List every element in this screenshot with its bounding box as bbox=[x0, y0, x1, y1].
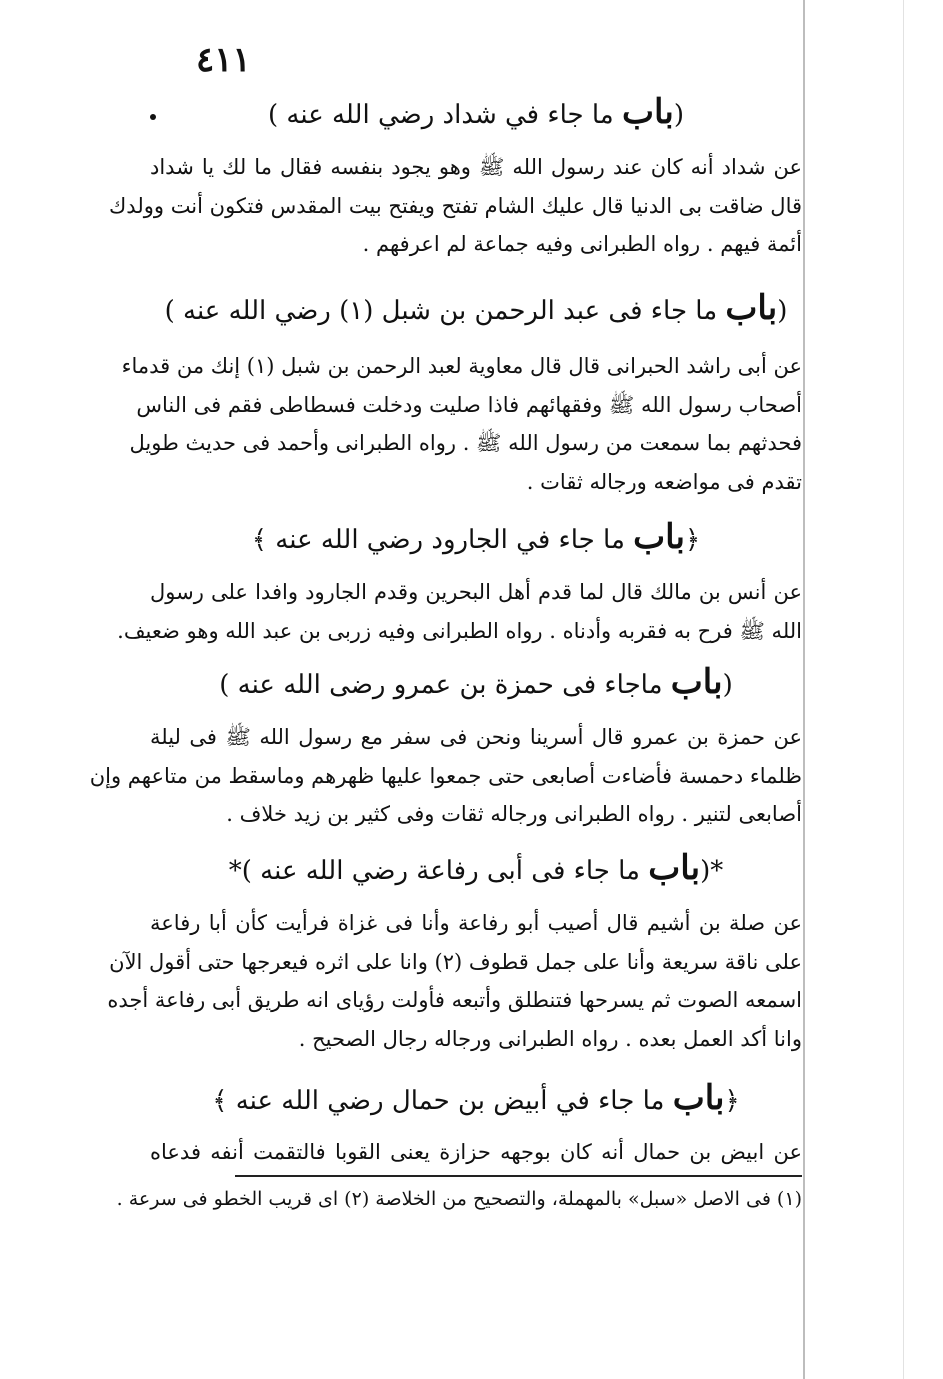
heading-bab: باب bbox=[670, 662, 723, 702]
section-heading-abyad bbox=[150, 1078, 802, 1118]
section-heading-jarud bbox=[150, 517, 802, 557]
heading-bracket-close: ) bbox=[164, 296, 175, 326]
heading-title: ما جاء في شداد رضي الله عنه bbox=[286, 100, 622, 130]
text-line: وانا أكد العمل بعده . رواه الطبرانى ورجاله رجال الصحيح . bbox=[298, 1026, 802, 1051]
text-line: ظلماء دحمسة فأضاءت أصابعى حتى جمعوا عليها ظهرهم وماسقط من متاعهم وإن bbox=[89, 763, 802, 788]
heading-bracket-open: ﴿ bbox=[684, 525, 701, 555]
heading-bab: باب bbox=[672, 1078, 725, 1118]
section-heading-shaddad bbox=[150, 92, 802, 132]
heading-bracket-close: )* bbox=[228, 856, 252, 886]
text-line: عن صلة بن أشيم قال أصيب أبو رفاعة وأنا فى غزاة فرأيت كأن أبا رفاعة bbox=[150, 911, 802, 935]
page-number: ٤١١ bbox=[196, 40, 251, 80]
text-line: عن أنس بن مالك قال لما قدم أهل البحرين وقدم الجارود وافدا على رسول bbox=[150, 580, 802, 604]
heading-bab: باب bbox=[725, 288, 778, 328]
heading-bracket-close: ) bbox=[268, 100, 279, 130]
heading-bab: باب bbox=[633, 517, 685, 557]
heading-bracket-open: ﴿ bbox=[724, 1086, 740, 1116]
page-edge-line bbox=[903, 0, 904, 1379]
heading-title: ما جاء فى أبى رفاعة رضي الله عنه bbox=[260, 856, 649, 886]
section-body-jarud bbox=[117, 573, 802, 650]
heading-title: ما جاء في أبيض بن حمال رضي الله عنه bbox=[235, 1086, 673, 1116]
section-body-abyad bbox=[150, 1133, 802, 1172]
text-line: عن شداد أنه كان عند رسول الله ﷺ وهو يجود بنفسه فقال ما لك يا شداد bbox=[150, 155, 802, 179]
heading-bracket-close: ) bbox=[219, 670, 230, 700]
section-body-hamza bbox=[89, 718, 802, 834]
section-body-abd-al-rahman bbox=[121, 347, 802, 501]
section-heading-hamza bbox=[150, 662, 802, 702]
section-body-shaddad bbox=[109, 148, 802, 264]
text-line: على ناقة سريعة وأنا على جمل قطوف (٢) وانا على اثره فيعرجها حتى أقول الآن bbox=[109, 949, 802, 974]
text-line: اسمعه الصوت ثم يسرحها فتنطلق وأتبعه فأولت رؤياى انه طريق أبى رفاعة أجده bbox=[107, 988, 802, 1012]
section-body-abu-rifaa bbox=[107, 904, 802, 1058]
text-line: عن ابيض بن حمال أنه كان بوجهه حزازة يعنى القوبا فالتقمت أنفه فدعاه bbox=[150, 1140, 802, 1164]
text-line: قال ضاقت بى الدنيا قال عليك الشام تفتح ويفتح بيت المقدس فتكون أنت وولدك bbox=[109, 193, 802, 218]
text-line: أصحاب رسول الله ﷺ وفقهائهم فاذا صليت ودخلت فسطاطى فقم فى الناس bbox=[136, 392, 802, 417]
heading-bracket-open: ( bbox=[777, 296, 788, 326]
text-line: الله ﷺ فرح به فقربه وأدناه . رواه الطبرانى وفيه زربى بن عبد الله وهو ضعيف. bbox=[117, 618, 802, 643]
footnote: (١) فى الاصل «سبل» بالمهملة، والتصحيح من الخلاصة (٢) اى قريب الخطو فى سرعة . bbox=[116, 1188, 802, 1210]
heading-bracket-close: ﴾ bbox=[251, 525, 268, 555]
heading-bab: باب bbox=[621, 92, 674, 132]
heading-bracket-open: ( bbox=[722, 670, 733, 700]
heading-title: ما جاء في الجارود رضي الله عنه bbox=[275, 525, 634, 555]
text-line: عن أبى راشد الحبرانى قال قال معاوية لعبد الرحمن بن شبل (١) إنك من قدماء bbox=[121, 354, 802, 378]
footnote-divider bbox=[235, 1175, 802, 1177]
text-line: فحدثهم بما سمعت من رسول الله ﷺ . رواه الطبرانى وأحمد فى حديث طويل bbox=[129, 431, 802, 455]
heading-title: ماجاء فى حمزة بن عمرو رضى الله عنه bbox=[237, 670, 671, 700]
text-line: أئمة فيهم . رواه الطبرانى وفيه جماعة لم اعرفهم . bbox=[362, 232, 802, 256]
text-line: عن حمزة بن عمرو قال أسرينا ونحن فى سفر مع رسول الله ﷺ فى ليلة bbox=[150, 725, 802, 749]
binding-edge-line bbox=[803, 0, 805, 1379]
heading-bab: باب bbox=[648, 848, 701, 888]
text-line: أصابعى لتنير . رواه الطبرانى ورجاله ثقات وفى كثير بن زيد خلاف . bbox=[226, 802, 802, 826]
heading-bracket-close: ﴾ bbox=[212, 1086, 228, 1116]
heading-bracket-open: *( bbox=[700, 856, 724, 886]
section-heading-abd-al-rahman bbox=[150, 288, 802, 328]
heading-bracket-open: ( bbox=[673, 100, 684, 130]
text-line: تقدم فى مواضعه ورجاله ثقات . bbox=[526, 469, 802, 494]
heading-title: ما جاء فى عبد الرحمن بن شبل (١) رضي الله عنه bbox=[183, 296, 726, 326]
section-heading-abu-rifaa bbox=[150, 848, 802, 888]
